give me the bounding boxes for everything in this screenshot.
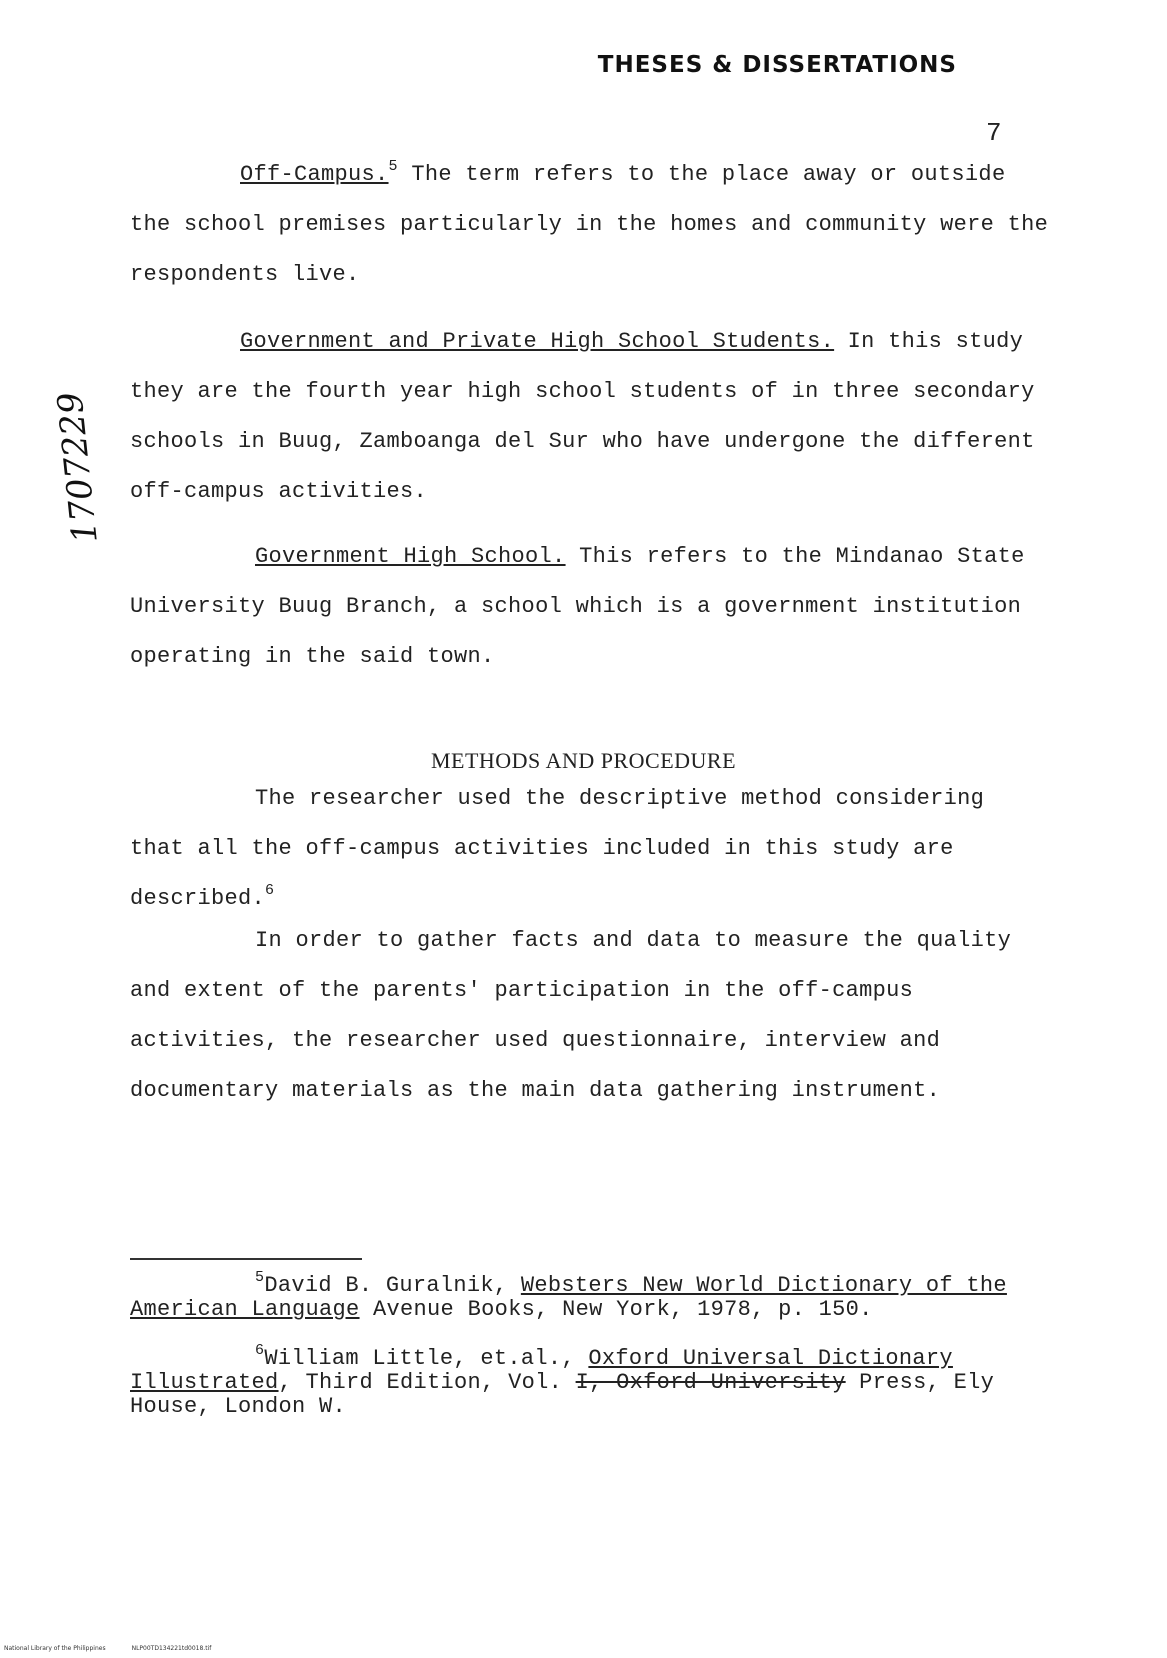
gov-high-school-definition: This refers to the Mindanao State University Buug Branch, a school which is a government institution operating in the said town. bbox=[130, 544, 1025, 669]
library-footer bbox=[4, 1645, 211, 1652]
footnote-5-author: David B. Guralnik, bbox=[264, 1273, 521, 1298]
footnote-6-author: William Little, et.al., bbox=[264, 1346, 589, 1371]
methods-p1-text: The researcher used the descriptive method considering that all the off-campus activities included in this study are described. bbox=[130, 786, 985, 911]
methods-heading: METHODS AND PROCEDURE bbox=[430, 748, 737, 773]
footnote-separator bbox=[130, 1258, 362, 1260]
term-gov-private-students: Government and Private High School Students. bbox=[240, 329, 835, 354]
footnote-5 bbox=[130, 1269, 1070, 1322]
footnote-6-details: Press, Ely House, London W. bbox=[130, 1370, 995, 1419]
footnote-6-number: 6 bbox=[255, 1342, 265, 1359]
term-off-campus: Off-Campus. bbox=[240, 162, 389, 187]
paragraph-methods-2 bbox=[130, 916, 1050, 1116]
term-gov-high-school: Government High School. bbox=[255, 544, 566, 569]
handwritten-margin-number: 1707229 bbox=[50, 390, 106, 545]
gov-private-definition: In this study they are the fourth year high school students of in three secondary schools in Buug, Zamboanga del Sur who have undergone the different off-campus activities. bbox=[130, 329, 1035, 504]
footnote-5-details: Avenue Books, New York, 1978, p. 150. bbox=[359, 1297, 873, 1322]
library-name: National Library of the Philippines bbox=[4, 1645, 106, 1652]
scan-filename: NLP00TD134221td0018.tif bbox=[131, 1645, 212, 1652]
methods-p2-text: In order to gather facts and data to measure the quality and extent of the parents' participation in the off-campus activities, the researcher used questionnaire, interview and documentary materials as the main data gathering instrument. bbox=[130, 928, 1012, 1103]
theses-dissertations-stamp: THESES & DISSERTATIONS bbox=[597, 52, 957, 78]
footnote-5-title: Websters New World Dictionary of the American Language bbox=[130, 1273, 1007, 1322]
paragraph-gov-private-students bbox=[130, 317, 1050, 517]
page-number: 7 bbox=[986, 118, 1002, 148]
off-campus-definition: The term refers to the place away or outside the school premises particularly in the homes and community were the respondents live. bbox=[130, 162, 1049, 287]
paragraph-off-campus bbox=[130, 150, 1050, 300]
footnote-6-title: Oxford Universal Dictionary Illustrated bbox=[130, 1346, 953, 1395]
paragraph-methods-1 bbox=[130, 774, 1050, 924]
footnote-6-struck-text: I, Oxford University bbox=[575, 1370, 846, 1395]
footnote-ref-6: 6 bbox=[265, 882, 275, 899]
footnote-ref-5: 5 bbox=[388, 158, 398, 175]
footnote-6-edition: , Third Edition, Vol. bbox=[278, 1370, 576, 1395]
footnote-6 bbox=[130, 1342, 1070, 1419]
footnote-5-number: 5 bbox=[255, 1269, 265, 1286]
paragraph-gov-high-school bbox=[130, 532, 1050, 682]
